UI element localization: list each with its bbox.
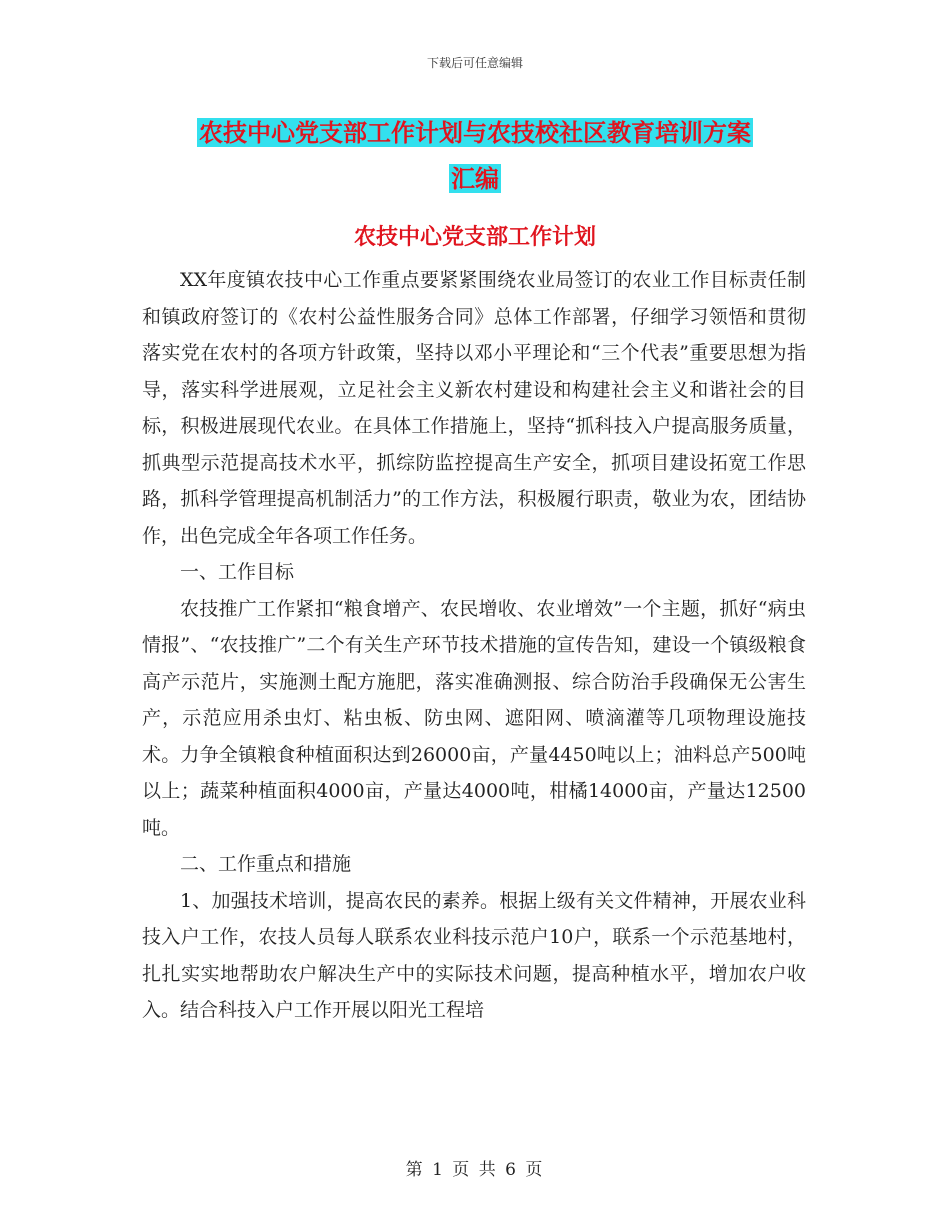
heading-measures: 二、工作重点和措施 — [180, 853, 352, 875]
heading-goals: 一、工作目标 — [180, 561, 295, 583]
paragraph: XX年度镇农技中心工作重点要紧紧围绕农业局签订的农业工作目标责任制和镇政府签订的《农村公益性服务合同》总体工作部署，仔细学习领悟和贯彻落实党在农村的各项方针政策，坚持以邓小平理论和“三个代表”重要思想为指导，落实科学进展观，立足社会主义新农村建设和构建社会主义和谐社会的目标，积极进展现代农业。在具体工作措施上，坚持“抓科技入户提高服务质量，抓典型示范提高技术水平，抓综防监控提高生产安全，抓项目建设拓宽工作思路，抓科学管理提高机制活力”的工作方法，积极履行职责，敬业为农，团结协作，出色完成全年各项工作任务。 — [142, 269, 806, 547]
document-body — [142, 262, 806, 1029]
title-line-2: 汇编 — [451, 164, 499, 193]
page-header-note: 下载后可任意编辑 — [426, 56, 523, 70]
title-line-1: 农技中心党支部工作计划与农技校社区教育培训方案 — [199, 118, 751, 147]
section-title: 农技中心党支部工作计划 — [353, 224, 596, 250]
paragraph: 1、加强技术培训，提高农民的素养。根据上级有关文件精神，开展农业科技入户工作，农技人员每人联系农业科技示范户10户，联系一个示范基地村，扎扎实实地帮助农户解决生产中的实际技术问题，提高种植水平，增加农户收入。结合科技入户工作开展以阳光工程培 — [142, 889, 806, 1021]
paragraph: 农技推广工作紧扣“粮食增产、农民增收、农业增效”一个主题，抓好“病虫情报”、“农技推广”二个有关生产环节技术措施的宣传告知，建设一个镇级粮食高产示范片，实施测土配方施肥，落实准确测报、综合防治手段确保无公害生产，示范应用杀虫灯、粘虫板、防虫网、遮阳网、喷滴灌等几项物理设施技术。力争全镇粮食种植面积达到26000亩，产量4450吨以上；油料总产500吨以上；蔬菜种植面积4000亩，产量达4000吨，柑橘14000亩，产量达12500吨。 — [142, 597, 806, 839]
document-title — [140, 110, 810, 202]
page-number: 第 1 页 共 6 页 — [405, 1160, 545, 1180]
